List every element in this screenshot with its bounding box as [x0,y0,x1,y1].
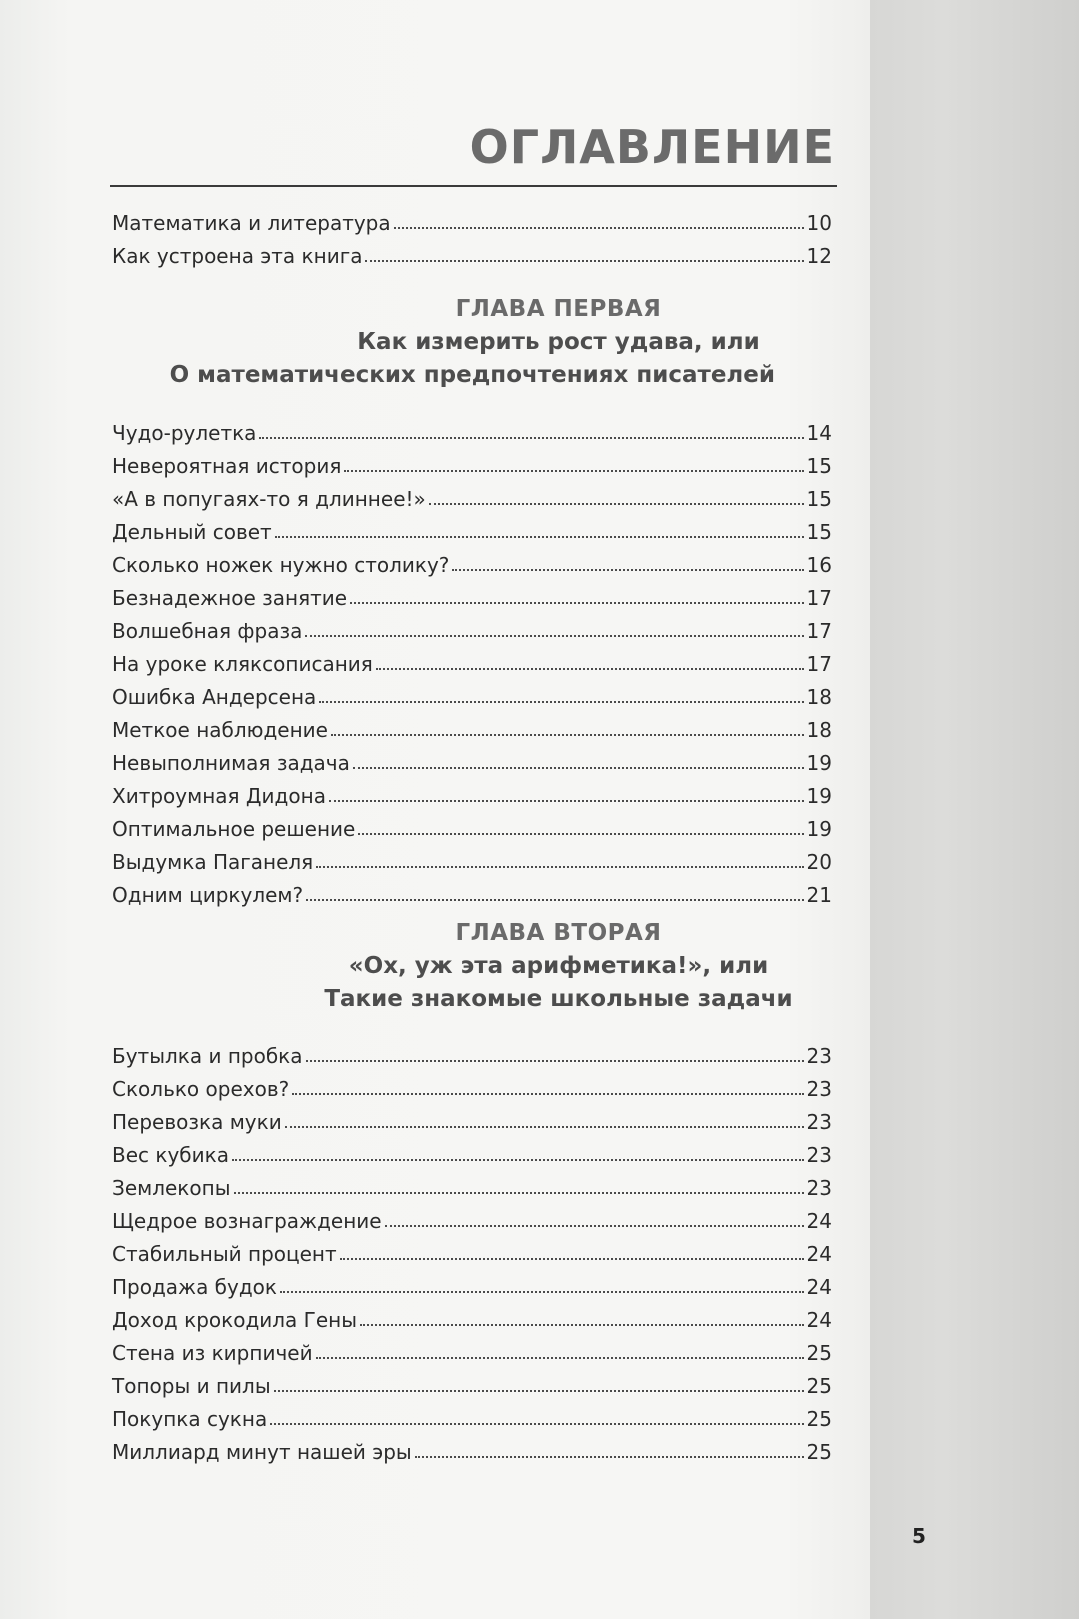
toc-entry-page: 25 [806,1407,832,1431]
toc-entry [112,1398,832,1431]
dot-leader [360,1324,804,1326]
title-rule [110,185,837,187]
dot-leader [305,635,803,637]
toc-entry-page: 19 [806,751,832,775]
chapter2-subtitle-line2: Такие знакомые школьные задачи [324,986,793,1012]
toc-entry [112,1068,832,1101]
toc-entry [112,742,832,775]
toc-entry [112,610,832,643]
chapter1-toc-list [112,412,832,907]
dot-leader [429,503,804,505]
dot-leader [316,866,803,868]
dot-leader [275,536,804,538]
toc-entry-page: 23 [806,1143,832,1167]
chapter1-subtitle-line1: Как измерить рост удава, или [357,329,760,355]
toc-entry-page: 16 [806,553,832,577]
toc-entry-title: Сколько ножек нужно столику? [112,553,450,577]
toc-entry [112,1167,832,1200]
toc-entry-title: Дельный совет [112,520,272,544]
toc-entry-title: Ошибка Андерсена [112,685,317,709]
toc-entry-title: Землекопы [112,1176,231,1200]
dot-leader [353,767,804,769]
dot-leader [316,1357,804,1359]
toc-entry-page: 17 [806,652,832,676]
page-title: ОГЛАВЛЕНИЕ [469,120,835,174]
dot-leader [259,437,803,439]
dot-leader [376,668,804,670]
chapter2-subtitle-line1: «Ох, уж эта арифметика!», или [348,953,769,979]
toc-entry-title: «А в попугаях-то я длиннее!» [112,487,426,511]
toc-entry [112,1332,832,1365]
page-edge-strip [870,0,1079,1619]
toc-entry [112,577,832,610]
dot-leader [280,1291,804,1293]
toc-entry-page: 17 [806,586,832,610]
dot-leader [234,1192,804,1194]
toc-entry-page: 18 [806,718,832,742]
chapter2-toc-list [112,1035,832,1464]
toc-entry-page: 10 [806,211,832,235]
dot-leader [331,734,804,736]
toc-entry-title: Безнадежное занятие [112,586,348,610]
toc-entry-page: 19 [806,817,832,841]
toc-entry-page: 23 [806,1044,832,1068]
toc-entry-title: Топоры и пилы [112,1374,271,1398]
toc-entry-page: 25 [806,1374,832,1398]
toc-entry-title: Одним циркулем? [112,883,304,907]
toc-entry [112,709,832,742]
toc-entry [112,874,832,907]
dot-leader [274,1390,804,1392]
toc-entry-page: 24 [806,1308,832,1332]
toc-entry-title: Чудо-рулетка [112,421,257,445]
dot-leader [306,1060,804,1062]
toc-entry [112,1134,832,1167]
dot-leader [415,1456,804,1458]
dot-leader [385,1225,804,1227]
chapter1-heading [110,296,837,392]
toc-entry [112,1200,832,1233]
toc-entry-title: Бутылка и пробка [112,1044,303,1068]
toc-entry [112,478,832,511]
toc-entry-page: 15 [806,520,832,544]
toc-entry-page: 17 [806,619,832,643]
toc-entry-title: Щедрое вознаграждение [112,1209,382,1233]
toc-entry-page: 24 [806,1275,832,1299]
dot-leader [340,1258,804,1260]
toc-entry-title: Вес кубика [112,1143,229,1167]
toc-entry-title: Меткое наблюдение [112,718,328,742]
toc-entry-page: 24 [806,1242,832,1266]
toc-entry [112,1431,832,1464]
toc-entry-page: 15 [806,454,832,478]
toc-entry-title: Стена из кирпичей [112,1341,313,1365]
toc-entry-title: Доход крокодила Гены [112,1308,358,1332]
chapter2-label: ГЛАВА ВТОРАЯ [455,920,662,946]
toc-entry [112,235,832,268]
dot-leader [394,227,804,229]
dot-leader [285,1126,804,1128]
dot-leader [232,1159,804,1161]
toc-entry-page: 25 [806,1341,832,1365]
toc-entry-title: Стабильный процент [112,1242,337,1266]
toc-entry [112,412,832,445]
toc-entry-title: Покупка сукна [112,1407,268,1431]
toc-entry-title: Продажа будок [112,1275,277,1299]
dot-leader [306,899,803,901]
chapter1-label: ГЛАВА ПЕРВАЯ [455,296,662,322]
toc-entry-page: 19 [806,784,832,808]
toc-entry-page: 24 [806,1209,832,1233]
toc-entry [112,1299,832,1332]
toc-entry-page: 23 [806,1176,832,1200]
toc-entry-title: Математика и литература [112,211,391,235]
dot-leader [350,602,803,604]
dot-leader [329,800,804,802]
toc-entry-title: Как устроена эта книга [112,244,363,268]
toc-entry-title: Выдумка Паганеля [112,850,314,874]
toc-entry-title: Оптимальное решение [112,817,356,841]
toc-entry [112,1233,832,1266]
toc-entry-page: 23 [806,1077,832,1101]
toc-entry-page: 12 [806,244,832,268]
intro-toc-list [112,202,832,268]
dot-leader [452,569,803,571]
toc-entry-page: 25 [806,1440,832,1464]
toc-entry-page: 21 [806,883,832,907]
dot-leader [292,1093,803,1095]
dot-leader [365,260,803,262]
toc-entry-title: Миллиард минут нашей эры [112,1440,412,1464]
toc-entry [112,1365,832,1398]
toc-entry [112,202,832,235]
toc-entry [112,1101,832,1134]
toc-entry [112,1035,832,1068]
toc-entry-title: Перевозка муки [112,1110,282,1134]
toc-entry-title: Невыполнимая задача [112,751,350,775]
toc-entry-title: На уроке кляксописания [112,652,373,676]
dot-leader [358,833,803,835]
toc-entry-title: Волшебная фраза [112,619,303,643]
toc-entry [112,643,832,676]
toc-entry [112,1266,832,1299]
toc-entry [112,445,832,478]
dot-leader [344,470,803,472]
toc-entry-page: 14 [806,421,832,445]
toc-entry-title: Хитроумная Дидона [112,784,326,808]
toc-entry-page: 15 [806,487,832,511]
dot-leader [270,1423,803,1425]
toc-entry [112,808,832,841]
toc-entry-page: 20 [806,850,832,874]
toc-entry-page: 18 [806,685,832,709]
toc-entry [112,841,832,874]
toc-entry [112,511,832,544]
toc-entry [112,676,832,709]
toc-entry-title: Невероятная история [112,454,342,478]
dot-leader [319,701,803,703]
toc-entry-title: Сколько орехов? [112,1077,290,1101]
toc-entry [112,544,832,577]
chapter2-heading [110,920,837,1016]
toc-entry-page: 23 [806,1110,832,1134]
chapter1-subtitle-line2: О математических предпочтениях писателей [169,362,775,388]
page-number: 5 [912,1524,926,1548]
toc-entry [112,775,832,808]
